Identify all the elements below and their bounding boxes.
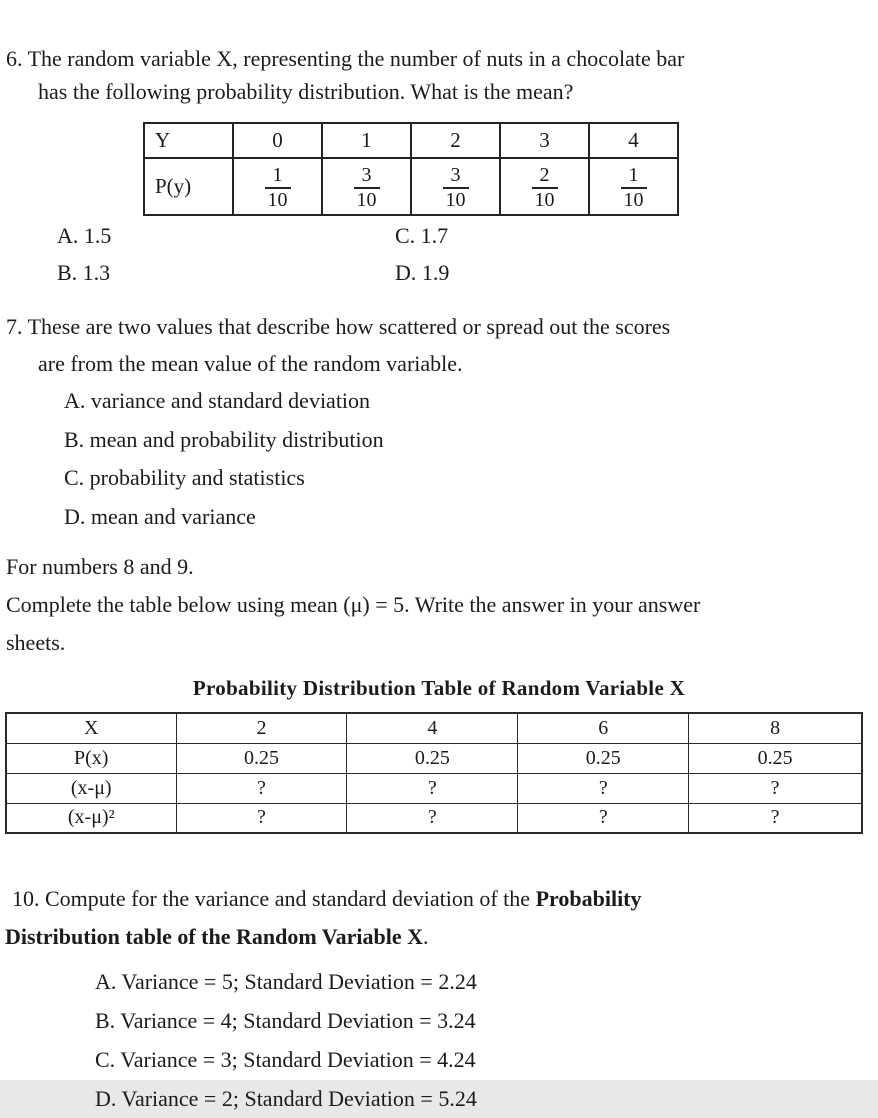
- t2-px-label: P(x): [6, 743, 176, 773]
- q6-prob-cell-1: [322, 158, 411, 215]
- fraction-2-10: [532, 164, 558, 212]
- t2-dev-2: ?: [518, 773, 689, 803]
- table2-row-deviation: [6, 773, 862, 803]
- q10-line2-normal: .: [423, 924, 429, 949]
- q6-table-header-row: [144, 123, 678, 158]
- q6-probability-table-wrapper: [143, 122, 878, 216]
- fraction-numerator: 1: [272, 163, 283, 186]
- question-6-text-line1: 6. The random variable X, representing the number of nuts in a chocolate bar: [6, 46, 685, 71]
- fraction-3-10: [354, 164, 380, 212]
- q10-option-a: A. Variance = 5; Standard Deviation = 2.24: [95, 969, 477, 994]
- q6-header-1: 1: [322, 123, 411, 158]
- t2-px-3: 0.25: [689, 743, 862, 773]
- section-8-9: [0, 548, 878, 834]
- table2-wrapper: [5, 712, 873, 834]
- fraction-denominator: 10: [621, 187, 647, 212]
- for-numbers-label: For numbers 8 and 9.: [6, 554, 194, 579]
- t2-x-2: 6: [518, 713, 689, 743]
- t2-dev-0: ?: [176, 773, 347, 803]
- t2-x-0: 2: [176, 713, 347, 743]
- q10-option-d: D. Variance = 2; Standard Deviation = 5.24: [95, 1086, 477, 1111]
- table2-title: Probability Distribution Table of Random Variable X: [192, 676, 686, 700]
- fraction-numerator: 1: [628, 163, 639, 186]
- fraction-denominator: 10: [265, 187, 291, 212]
- t2-devsq-3: ?: [689, 803, 862, 833]
- fraction-denominator: 10: [443, 187, 469, 212]
- q7-option-b: B. mean and probability distribution: [64, 426, 384, 452]
- q6-option-c: C. 1.7: [395, 223, 449, 248]
- t2-px-2: 0.25: [518, 743, 689, 773]
- question-10: [0, 880, 878, 1118]
- q6-option-a: A. 1.5: [57, 223, 112, 248]
- t2-devsq-0: ?: [176, 803, 347, 833]
- q6-prob-row-label: P(y): [144, 158, 233, 215]
- t2-px-1: 0.25: [347, 743, 518, 773]
- question-10-text-line2: [5, 918, 878, 956]
- question-6: [0, 42, 878, 290]
- q7-option-d: D. mean and variance: [64, 503, 256, 529]
- t2-x-label: X: [6, 713, 176, 743]
- fraction-denominator: 10: [354, 187, 380, 212]
- question-7-text-line2: are from the mean value of the random variable.: [38, 351, 463, 376]
- fraction-denominator: 10: [532, 187, 558, 212]
- t2-x-1: 4: [347, 713, 518, 743]
- q6-option-b: B. 1.3: [57, 260, 111, 285]
- t2-dev-label: (x-μ): [6, 773, 176, 803]
- question-6-text-line2: has the following probability distribution. What is the mean?: [38, 79, 574, 104]
- q6-options-row1: [0, 218, 878, 253]
- instruction-line1: Complete the table below using mean (μ) = 5. Write the answer in your answer: [6, 592, 701, 617]
- question-7: [0, 308, 878, 536]
- q10-line1-normal: 10. Compute for the variance and standard deviation of the: [12, 886, 536, 911]
- table2-row-deviation-squared: [6, 803, 862, 833]
- q7-option-c: C. probability and statistics: [64, 465, 305, 490]
- instruction-line2: sheets.: [6, 630, 66, 655]
- probability-distribution-table: [5, 712, 863, 834]
- t2-dev-1: ?: [347, 773, 518, 803]
- t2-devsq-1: ?: [347, 803, 518, 833]
- q6-prob-cell-0: [233, 158, 322, 215]
- q6-probability-table: [143, 122, 679, 216]
- q10-option-b: B. Variance = 4; Standard Deviation = 3.24: [95, 1008, 476, 1033]
- fraction-numerator: 3: [450, 163, 461, 186]
- q6-header-4: 4: [589, 123, 678, 158]
- fraction-numerator: 2: [539, 163, 550, 186]
- q6-header-3: 3: [500, 123, 589, 158]
- q6-prob-cell-2: [411, 158, 500, 215]
- q10-line2-bold: Distribution table of the Random Variable X: [5, 924, 424, 949]
- top-margin: [0, 0, 878, 42]
- q6-header-2: 2: [411, 123, 500, 158]
- table2-row-x: [6, 713, 862, 743]
- fraction-3-10: [443, 164, 469, 212]
- t2-devsq-label: (x-μ)²: [6, 803, 176, 833]
- fraction-1-10: [265, 164, 291, 212]
- t2-x-3: 8: [689, 713, 862, 743]
- q10-line1-bold: Probability: [535, 886, 642, 911]
- q6-prob-cell-3: [500, 158, 589, 215]
- t2-dev-3: ?: [689, 773, 862, 803]
- q6-header-y: Y: [144, 123, 233, 158]
- t2-devsq-2: ?: [518, 803, 689, 833]
- q6-table-prob-row: [144, 158, 678, 215]
- q6-header-0: 0: [233, 123, 322, 158]
- q6-option-d: D. 1.9: [395, 260, 450, 285]
- q7-option-a: A. variance and standard deviation: [64, 388, 371, 413]
- q6-prob-cell-4: [589, 158, 678, 215]
- q10-options: [0, 962, 878, 1118]
- question-10-text-line1: [12, 880, 878, 918]
- t2-px-0: 0.25: [176, 743, 347, 773]
- q10-option-c: C. Variance = 3; Standard Deviation = 4.24: [95, 1047, 476, 1072]
- fraction-numerator: 3: [361, 163, 372, 186]
- fraction-1-10: [621, 164, 647, 212]
- question-7-text-line1: 7. These are two values that describe how scattered or spread out the scores: [6, 314, 671, 339]
- q6-options-row2: [0, 255, 878, 290]
- table2-row-px: [6, 743, 862, 773]
